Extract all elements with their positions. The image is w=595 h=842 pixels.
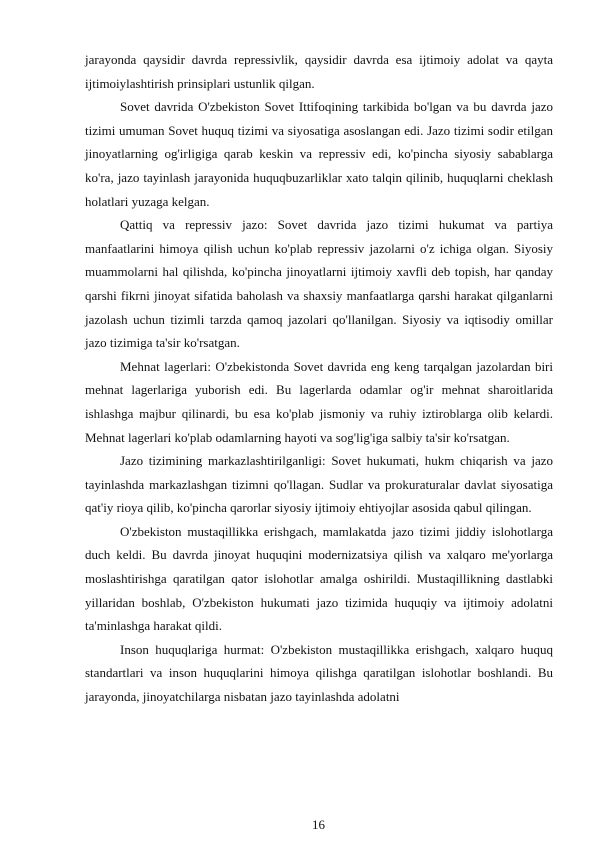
document-body: [85, 48, 553, 709]
paragraph-soviet-period: Sovet davrida O'zbekiston Sovet Ittifoqining tarkibida bo'lgan va bu davrda jazo tizimi umuman Sovet huquq tizimi va siyosatiga asoslangan edi. Jazo tizimi sodir etilgan jinoyatlarning og'irligiga qarab keskin va repressiv edi, ko'pincha siyosiy sabablarga ko'ra, jazo tayinlash jarayonida huquqbuzarliklar xato talqin qilinib, huquqlarni cheklash holatlari yuzaga kelgan.: [85, 99, 553, 209]
paragraph-human-rights: Inson huquqlariga hurmat: O'zbekiston mustaqillikka erishgach, xalqaro huquq standartlari va inson huquqlarini himoya qilishga qaratilgan islohotlar boshlandi. Bu jarayonda, jinoyatchilarga nisbatan jazo tayinlashda adolatni: [85, 641, 553, 705]
paragraph-continuation: jarayonda qaysidir davrda repressivlik, qaysidir davrda esa ijtimoiy adolat va qayta ijtimoiylashtirish prinsiplari ustunlik qilgan.: [85, 52, 553, 91]
paragraph-labor-camps: Mehnat lagerlari: O'zbekistonda Sovet davrida eng keng tarqalgan jazolardan biri mehnat lagerlariga yuborish edi. Bu lagerlarda odamlar og'ir mehnat sharoitlarida ishlashga majbur qilinardi, bu esa ko'plab jismoniy va ruhiy iztiroblarga olib kelardi. Mehnat lagerlari ko'plab odamlarning hayoti va sog'lig'iga salbiy ta'sir ko'rsatgan.: [85, 358, 553, 445]
paragraph-harsh-punishment: Qattiq va repressiv jazo: Sovet davrida jazo tizimi hukumat va partiya manfaatlarini himoya qilish uchun ko'plab repressiv jazolarni o'z ichiga olgan. Siyosiy muammolarni hal qilishda, ko'pincha jinoyatlarni ijtimoiy xavfli deb topish, har qanday qarshi fikrni jinoyat sifatida baholash va shaxsiy manfaatlarga qarshi harakat qilganlarni jazolash uchun tizimli tarzda qamoq jazolari qo'llanilgan. Siyosiy va iqtisodiy omillar jazo tizimiga ta'sir ko'rsatgan.: [85, 217, 553, 351]
paragraph-centralization: Jazo tizimining markazlashtirilganligi: Sovet hukumati, hukm chiqarish va jazo tayinlashda markazlashgan tizimni qo'llagan. Sudlar va prokuraturalar davlat siyosatiga qat'iy rioya qilib, ko'pincha qarorlar siyosiy ijtimoiy ehtiyojlar asosida qabul qilingan.: [85, 453, 553, 516]
page-number: 16: [312, 817, 325, 832]
paragraph-independence-reforms: O'zbekiston mustaqillikka erishgach, mamlakatda jazo tizimi jiddiy islohotlarga duch keldi. Bu davrda jinoyat huquqini modernizatsiya qilish va xalqaro me'yorlarga moslashtirishga qaratilgan qator islohotlar amalga oshirildi. Mustaqillikning dastlabki yillaridan boshlab, O'zbekiston hukumati jazo tizimida huquqiy va ijtimoiy adolatni ta'minlashga harakat qildi.: [85, 523, 553, 634]
